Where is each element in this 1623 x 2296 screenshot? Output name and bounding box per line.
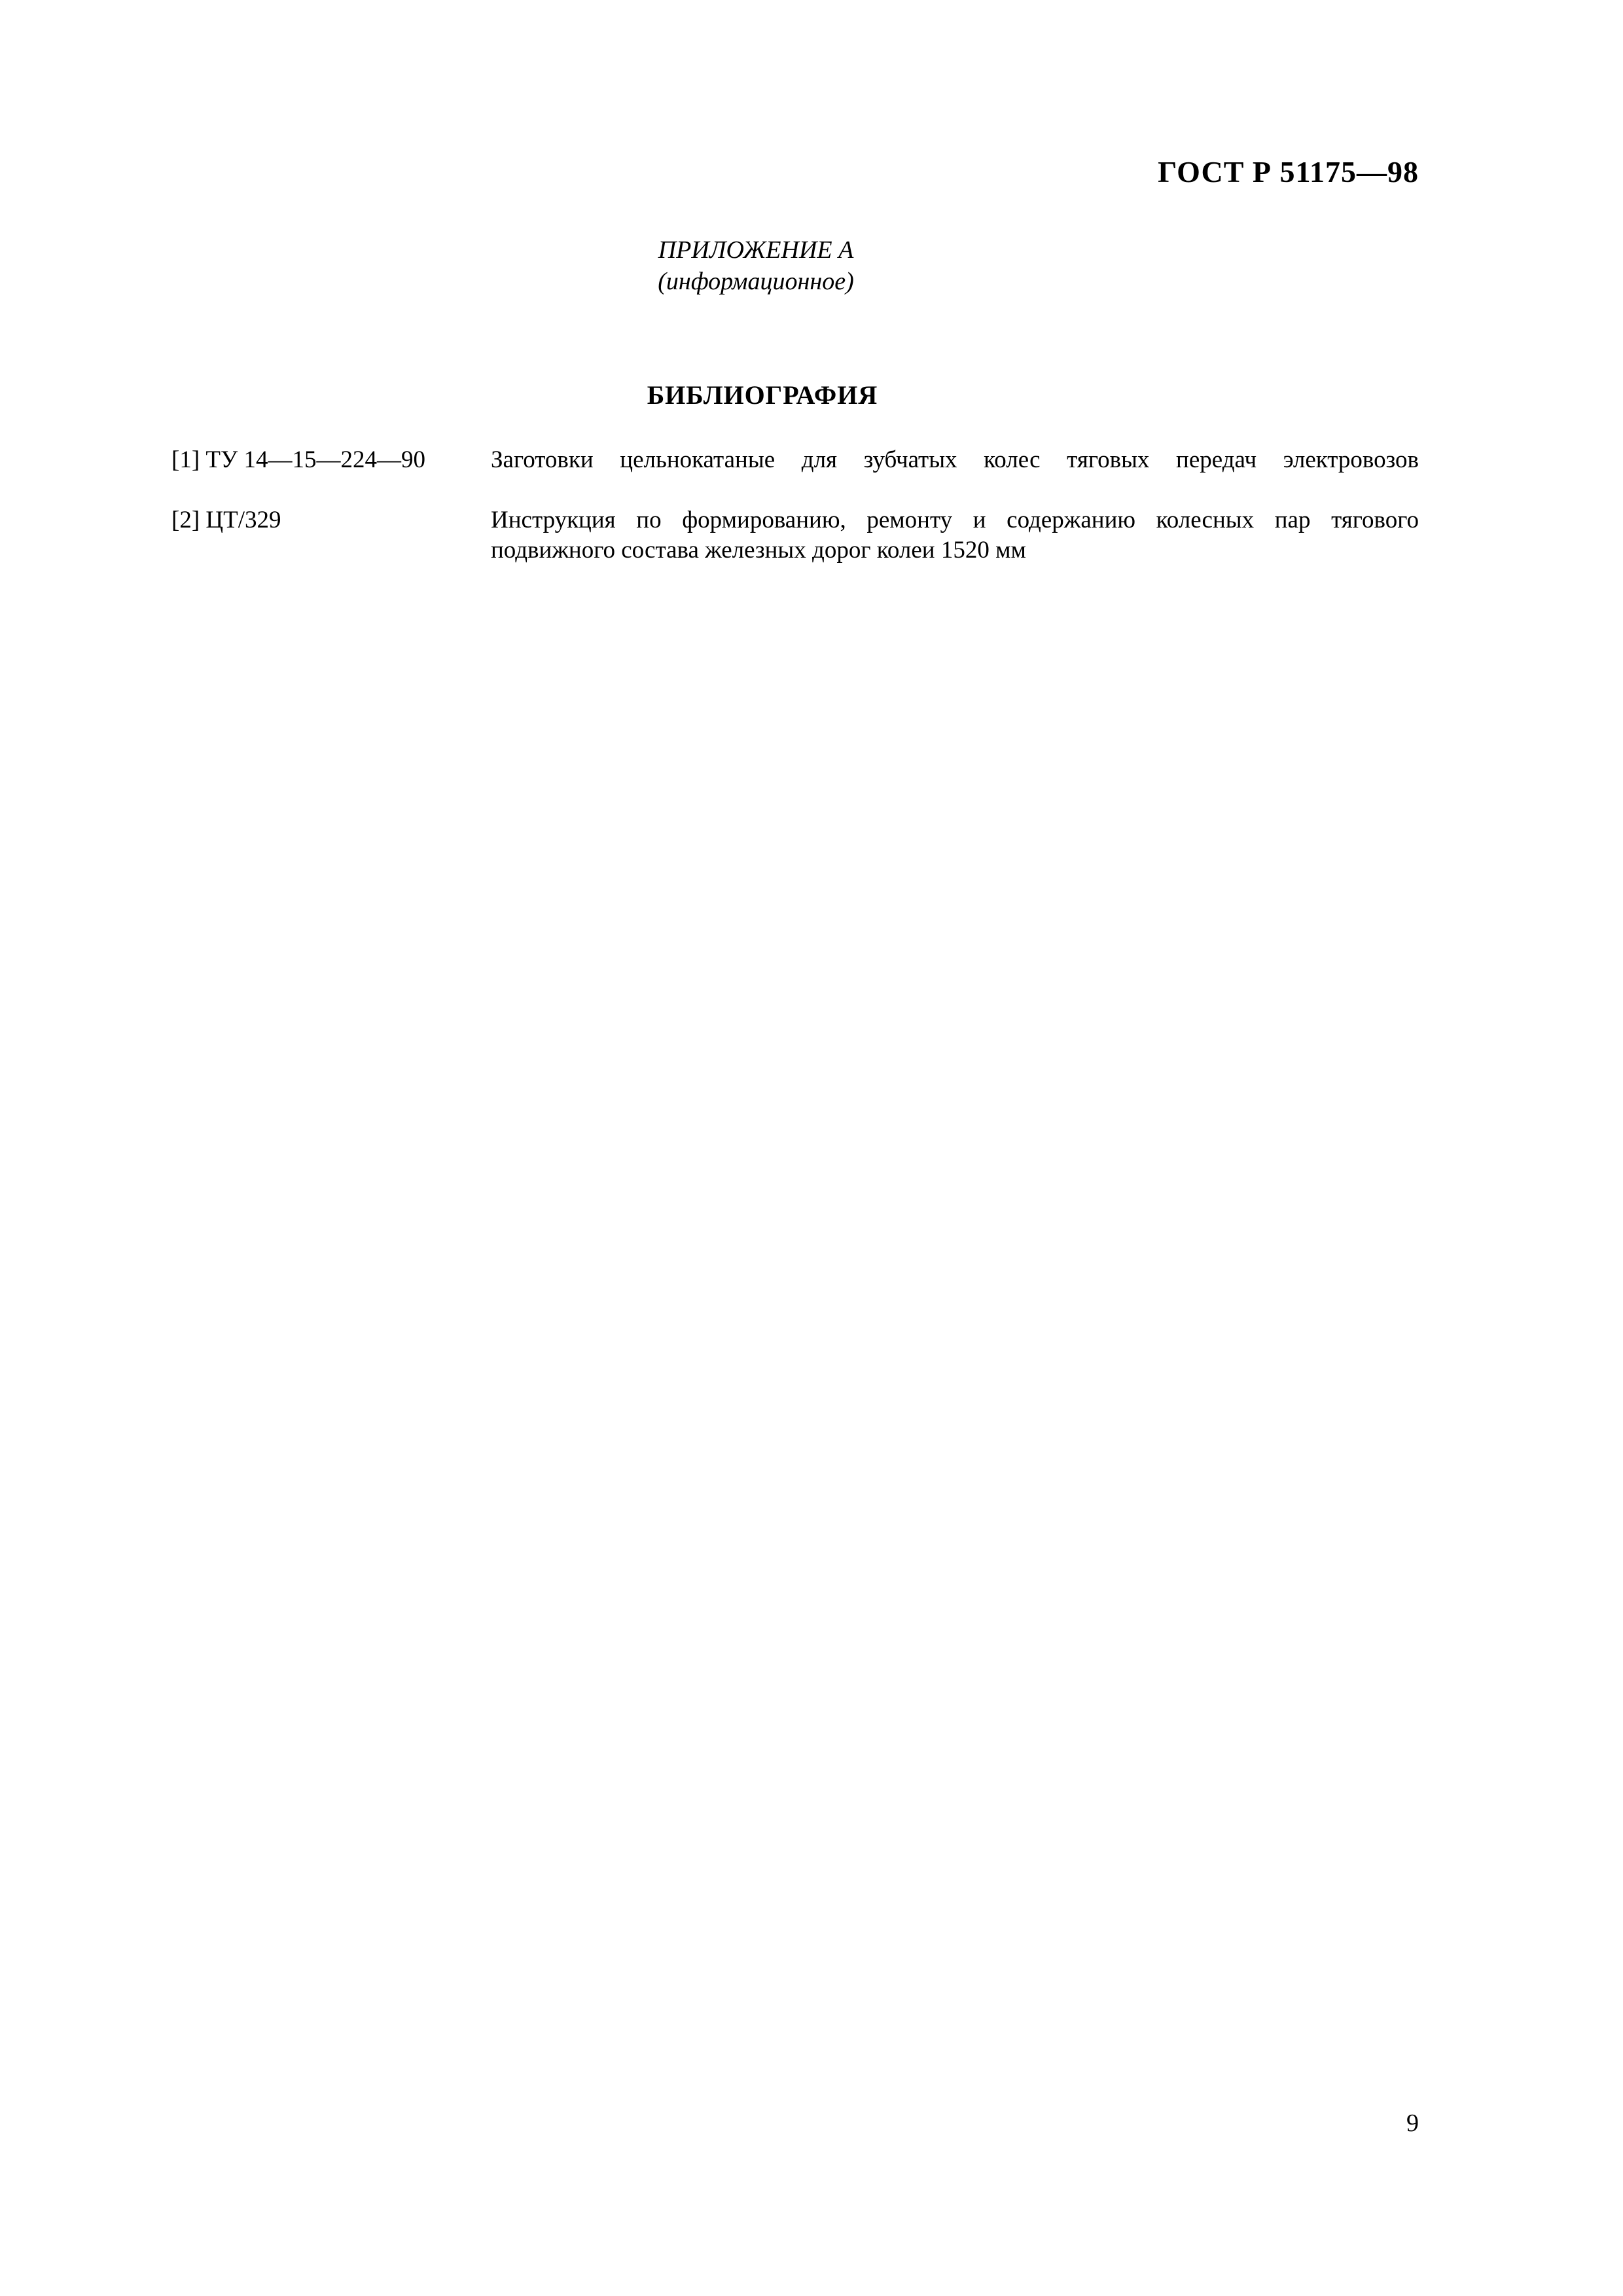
bibliography-ref-text: Инструкция по формированию, ремонту и содержанию колесных пар тягового подвижного состава железных дорог колеи 1520 мм	[491, 507, 1419, 564]
bibliography-ref-text: Заготовки цельнокатаные для зубчатых колес тяговых передач электровозов	[491, 446, 1419, 473]
bibliography-ref-id: [2] ЦТ/329	[171, 507, 281, 533]
bibliography-entry	[171, 445, 1419, 475]
page-number: 9	[1406, 2109, 1419, 2137]
appendix-title: ПРИЛОЖЕНИЕ А	[658, 236, 854, 264]
appendix-heading	[0, 234, 1512, 297]
bibliography-title: БИБЛИОГРАФИЯ	[647, 380, 878, 410]
appendix-subtitle: (информационное)	[658, 268, 854, 295]
bibliography-entry	[171, 505, 1419, 565]
bibliography-ref-id: [1] ТУ 14—15—224—90	[171, 446, 425, 473]
document-code: ГОСТ Р 51175—98	[1158, 155, 1419, 188]
